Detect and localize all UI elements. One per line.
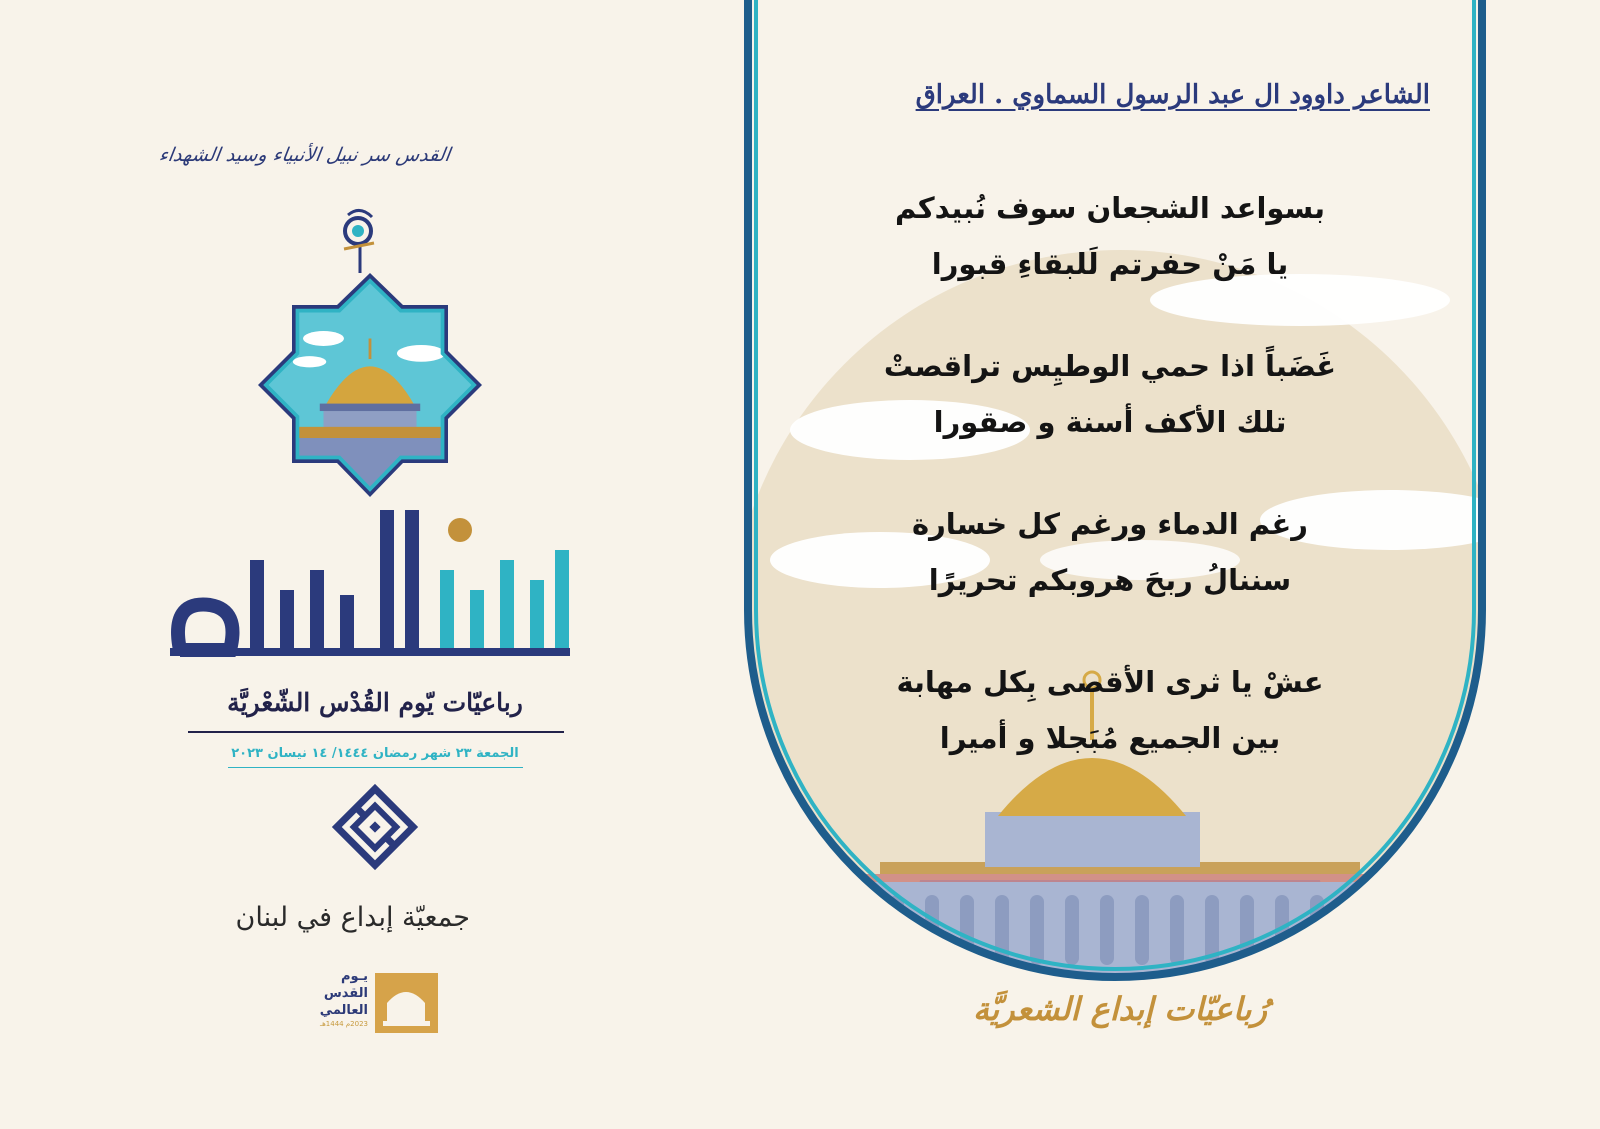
quds-day-emblem-icon bbox=[375, 973, 438, 1033]
quds-day-label bbox=[305, 968, 368, 1029]
verse-line: بسواعد الشجعان سوف نُبيدكم bbox=[895, 191, 1325, 225]
verse-line: بين الجميع مُبَجلا و أميرا bbox=[939, 721, 1281, 755]
verse-line: عشْ يا ثرى الأقصى بِكل مهابة bbox=[896, 665, 1324, 699]
stanza bbox=[840, 338, 1380, 450]
subtitle: رباعيّات يّوم القُدْس الشّعْريَّة bbox=[227, 688, 523, 717]
stanza bbox=[840, 654, 1380, 766]
stanza bbox=[840, 180, 1380, 292]
subtitle-underline bbox=[188, 731, 564, 733]
quds-day-line3: العالمي bbox=[319, 1003, 368, 1018]
verse-line: غَضَباً اذا حمي الوطيِس تراقصتْ bbox=[883, 349, 1337, 383]
poet-name: الشاعر داوود ال عبد الرسول السماوي . العراق bbox=[915, 80, 1430, 110]
title-calligraphy-logo bbox=[150, 500, 590, 680]
verse-line: يا مَنْ حفرتم لَلبقاءِ قبورا bbox=[931, 247, 1289, 281]
quds-day-line1: يـوم bbox=[340, 969, 368, 984]
footer-title: رُباعيّات إبداع الشعريَّة bbox=[973, 990, 1267, 1028]
stanza bbox=[840, 496, 1380, 608]
poem-panel bbox=[740, 0, 1600, 1129]
cover-panel bbox=[0, 0, 740, 1129]
dome-of-rock-star-emblem bbox=[250, 265, 490, 505]
quds-day-years: 2023م 1444هـ bbox=[320, 1020, 368, 1028]
quds-day-line2: القدس bbox=[323, 986, 368, 1001]
top-calligraphy: القدس سر نبيل الأنبياء وسيد الشهداء bbox=[157, 144, 452, 166]
date-underline bbox=[228, 767, 523, 768]
association-logo: جمعيّة إبداع في لبنان bbox=[235, 902, 470, 933]
verse-line: رغم الدماء ورغم كل خسارة bbox=[911, 507, 1309, 541]
poem bbox=[840, 180, 1380, 812]
verse-line: سننالُ ربحَ هروبكم تحريرًا bbox=[928, 563, 1292, 597]
kufic-square-logo-icon bbox=[330, 782, 420, 872]
verse-line: تلك الأكف أسنة و صقورا bbox=[933, 405, 1287, 439]
date-line: الجمعة ٢٣ شهر رمضان ١٤٤٤/ ١٤ نيسان ٢٠٢٣ bbox=[231, 746, 519, 761]
